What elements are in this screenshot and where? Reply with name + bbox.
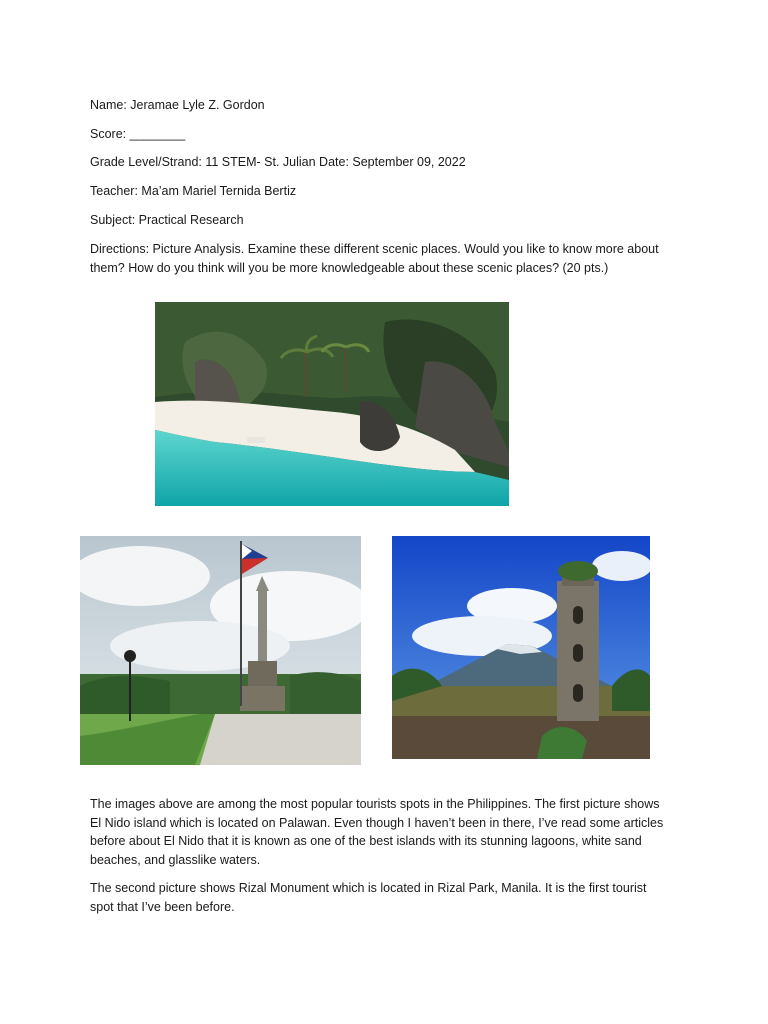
- paragraph-rizal: The second picture shows Rizal Monument which is located in Rizal Park, Manila. It is the first tourist spot that I’ve been before.: [90, 881, 647, 914]
- score-line: Score: ________: [90, 127, 186, 141]
- paragraph-el-nido: The images above are among the most popular tourists spots in the Philippines. The first picture shows El Nido island which is located on Palawan. Even though I haven’t been in there, I’ve read some articles before about El Nido that it is known as one of the best islands with its stunning lagoons, white sand beaches, and glasslike waters.: [90, 797, 664, 867]
- rizal-monument-photo: [80, 536, 361, 765]
- directions-text: Directions: Picture Analysis. Examine these different scenic places. Would you like to know more about them? How do you think will you be more knowledgeable about these scenic places? (20 pts.): [90, 242, 659, 275]
- grade-level-date: Grade Level/Strand: 11 STEM- St. Julian Date: September 09, 2022: [90, 155, 466, 169]
- student-name: Name: Jeramae Lyle Z. Gordon: [90, 98, 265, 112]
- teacher-line: Teacher: Ma’am Mariel Ternida Bertiz: [90, 184, 297, 198]
- cagsawa-ruins-photo: [392, 536, 650, 759]
- subject-line: Subject: Practical Research: [90, 213, 244, 227]
- el-nido-photo: [155, 302, 509, 506]
